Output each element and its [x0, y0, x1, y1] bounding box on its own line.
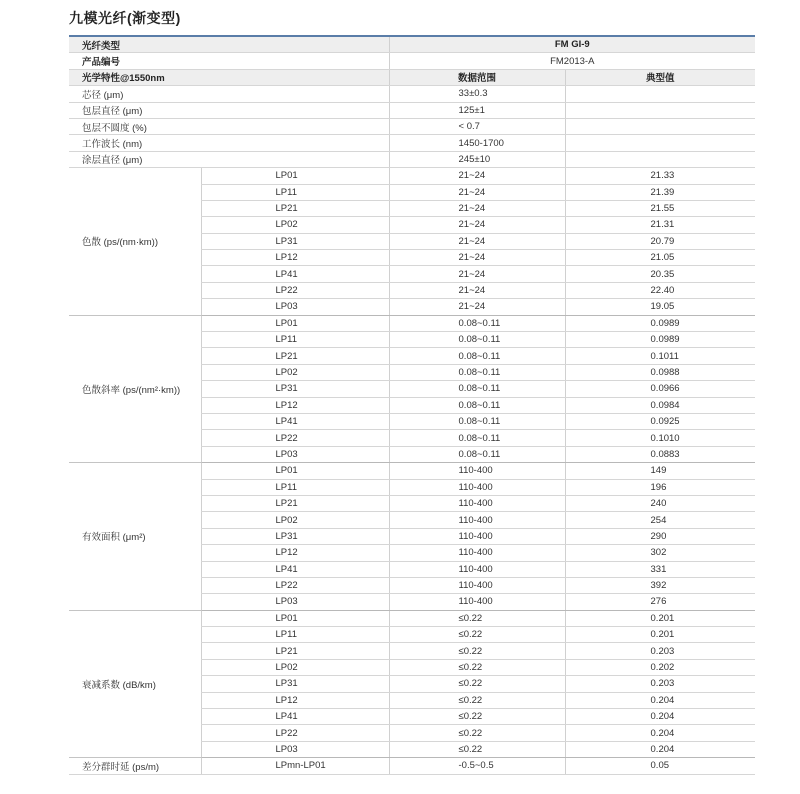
typical-cell: 0.201 — [565, 610, 755, 626]
param-range: 1450-1700 — [389, 135, 565, 151]
typical-cell: 19.05 — [565, 299, 755, 315]
typical-cell: 22.40 — [565, 282, 755, 298]
range-cell: 21~24 — [389, 200, 565, 216]
table-row — [69, 168, 755, 184]
mode-cell: LP21 — [201, 495, 389, 511]
typical-cell: 0.203 — [565, 643, 755, 659]
range-cell: 0.08~0.11 — [389, 315, 565, 331]
range-cell: 0.08~0.11 — [389, 397, 565, 413]
table-row — [69, 135, 755, 151]
param-label: 芯径 (μm) — [69, 86, 389, 102]
typical-cell: 21.39 — [565, 184, 755, 200]
mode-cell: LP41 — [201, 413, 389, 429]
mode-cell: LP22 — [201, 430, 389, 446]
typical-cell: 0.203 — [565, 676, 755, 692]
mode-cell: LP22 — [201, 282, 389, 298]
mode-cell: LP22 — [201, 725, 389, 741]
typical-cell: 20.35 — [565, 266, 755, 282]
mode-cell: LP41 — [201, 561, 389, 577]
mode-cell: LP31 — [201, 528, 389, 544]
range-cell: 110-400 — [389, 594, 565, 610]
product-code-row — [69, 53, 755, 69]
table-row — [69, 610, 755, 626]
typical-cell: 331 — [565, 561, 755, 577]
typical-cell: 196 — [565, 479, 755, 495]
param-typical — [565, 151, 755, 167]
table-row — [69, 315, 755, 331]
typical-cell: 0.204 — [565, 709, 755, 725]
product-code-label: 产品编号 — [69, 53, 389, 69]
param-range: 245±10 — [389, 151, 565, 167]
mode-cell: LP41 — [201, 266, 389, 282]
table-row — [69, 86, 755, 102]
product-code-value: FM2013-A — [389, 53, 755, 69]
param-range: 33±0.3 — [389, 86, 565, 102]
typical-cell: 149 — [565, 463, 755, 479]
range-cell: ≤0.22 — [389, 709, 565, 725]
typical-cell: 21.31 — [565, 217, 755, 233]
table-row — [69, 463, 755, 479]
typical-cell: 0.204 — [565, 725, 755, 741]
param-label: 包层直径 (μm) — [69, 102, 389, 118]
mode-cell: LP21 — [201, 348, 389, 364]
range-cell: 0.08~0.11 — [389, 332, 565, 348]
range-cell: ≤0.22 — [389, 676, 565, 692]
typical-cell: 240 — [565, 495, 755, 511]
mode-cell: LP03 — [201, 594, 389, 610]
param-typical — [565, 102, 755, 118]
typical-cell: 21.33 — [565, 168, 755, 184]
dgd-row — [69, 758, 755, 774]
typical-cell: 254 — [565, 512, 755, 528]
range-cell: 0.08~0.11 — [389, 430, 565, 446]
typical-cell: 21.05 — [565, 250, 755, 266]
range-cell: 0.08~0.11 — [389, 381, 565, 397]
typical-cell: 0.0989 — [565, 332, 755, 348]
typical-cell: 0.1011 — [565, 348, 755, 364]
typical-cell: 0.1010 — [565, 430, 755, 446]
dgd-label: 差分群时延 (ps/m) — [69, 758, 201, 774]
typical-cell: 276 — [565, 594, 755, 610]
mode-cell: LP31 — [201, 233, 389, 249]
param-range: 125±1 — [389, 102, 565, 118]
range-cell: ≤0.22 — [389, 643, 565, 659]
spec-table — [69, 35, 755, 775]
mode-cell: LP01 — [201, 610, 389, 626]
typical-cell: 290 — [565, 528, 755, 544]
dgd-range: -0.5~0.5 — [389, 758, 565, 774]
mode-cell: LP03 — [201, 299, 389, 315]
range-cell: 110-400 — [389, 545, 565, 561]
param-label: 包层不圆度 (%) — [69, 118, 389, 134]
typical-cell: 21.55 — [565, 200, 755, 216]
mode-cell: LP31 — [201, 381, 389, 397]
mode-cell: LP22 — [201, 577, 389, 593]
range-cell: 110-400 — [389, 528, 565, 544]
typical-cell: 0.204 — [565, 692, 755, 708]
range-cell: 21~24 — [389, 299, 565, 315]
param-label: 涂层直径 (μm) — [69, 151, 389, 167]
mode-cell: LP12 — [201, 397, 389, 413]
mode-cell: LP11 — [201, 627, 389, 643]
range-cell: ≤0.22 — [389, 741, 565, 757]
mode-cell: LP01 — [201, 315, 389, 331]
mode-cell: LP02 — [201, 364, 389, 380]
range-cell: 0.08~0.11 — [389, 446, 565, 462]
param-typical — [565, 135, 755, 151]
mode-cell: LP11 — [201, 479, 389, 495]
typical-cell: 0.0883 — [565, 446, 755, 462]
range-cell: 21~24 — [389, 233, 565, 249]
range-cell: 110-400 — [389, 512, 565, 528]
mode-cell: LP01 — [201, 168, 389, 184]
range-cell: 110-400 — [389, 463, 565, 479]
mode-cell: LP03 — [201, 741, 389, 757]
typical-cell: 0.0984 — [565, 397, 755, 413]
typical-cell: 0.204 — [565, 741, 755, 757]
table-row — [69, 151, 755, 167]
range-cell: ≤0.22 — [389, 659, 565, 675]
range-cell: ≤0.22 — [389, 725, 565, 741]
fiber-type-label: 光纤类型 — [69, 36, 389, 53]
range-cell: ≤0.22 — [389, 610, 565, 626]
param-typical — [565, 86, 755, 102]
mode-cell: LP12 — [201, 545, 389, 561]
range-cell: 110-400 — [389, 479, 565, 495]
dgd-mode: LPmn-LP01 — [201, 758, 389, 774]
mode-cell: LP02 — [201, 512, 389, 528]
optical-header-row — [69, 69, 755, 85]
mode-cell: LP01 — [201, 463, 389, 479]
group-label: 衰减系数 (dB/km) — [69, 610, 201, 758]
range-cell: 21~24 — [389, 217, 565, 233]
range-cell: 110-400 — [389, 561, 565, 577]
range-cell: ≤0.22 — [389, 692, 565, 708]
group-label: 色散 (ps/(nm·km)) — [69, 168, 201, 316]
group-label: 有效面积 (μm²) — [69, 463, 201, 611]
typical-cell: 0.0989 — [565, 315, 755, 331]
fiber-type-value: FM GI-9 — [389, 36, 755, 53]
typical-cell: 302 — [565, 545, 755, 561]
range-cell: 21~24 — [389, 282, 565, 298]
mode-cell: LP12 — [201, 250, 389, 266]
param-range: < 0.7 — [389, 118, 565, 134]
range-cell: 0.08~0.11 — [389, 413, 565, 429]
range-column-header: 数据范围 — [389, 69, 565, 85]
table-row — [69, 102, 755, 118]
range-cell: 21~24 — [389, 168, 565, 184]
typical-cell: 0.202 — [565, 659, 755, 675]
mode-cell: LP11 — [201, 184, 389, 200]
page-title: 九模光纤(渐变型) — [69, 10, 181, 26]
typical-cell: 0.0925 — [565, 413, 755, 429]
range-cell: ≤0.22 — [389, 627, 565, 643]
typical-cell: 20.79 — [565, 233, 755, 249]
range-cell: 21~24 — [389, 184, 565, 200]
fiber-type-row — [69, 36, 755, 53]
mode-cell: LP03 — [201, 446, 389, 462]
group-label: 色散斜率 (ps/(nm²·km)) — [69, 315, 201, 463]
mode-cell: LP02 — [201, 659, 389, 675]
range-cell: 0.08~0.11 — [389, 364, 565, 380]
mode-cell: LP02 — [201, 217, 389, 233]
range-cell: 0.08~0.11 — [389, 348, 565, 364]
param-label: 工作波长 (nm) — [69, 135, 389, 151]
dgd-typical: 0.05 — [565, 758, 755, 774]
mode-cell: LP31 — [201, 676, 389, 692]
typical-cell: 0.0988 — [565, 364, 755, 380]
typical-column-header: 典型值 — [565, 69, 755, 85]
mode-cell: LP11 — [201, 332, 389, 348]
mode-cell: LP41 — [201, 709, 389, 725]
table-row — [69, 118, 755, 134]
mode-cell: LP21 — [201, 643, 389, 659]
mode-cell: LP12 — [201, 692, 389, 708]
range-cell: 110-400 — [389, 495, 565, 511]
typical-cell: 392 — [565, 577, 755, 593]
range-cell: 110-400 — [389, 577, 565, 593]
typical-cell: 0.201 — [565, 627, 755, 643]
optical-label: 光学特性@1550nm — [69, 69, 389, 85]
param-typical — [565, 118, 755, 134]
range-cell: 21~24 — [389, 266, 565, 282]
mode-cell: LP21 — [201, 200, 389, 216]
range-cell: 21~24 — [389, 250, 565, 266]
typical-cell: 0.0966 — [565, 381, 755, 397]
